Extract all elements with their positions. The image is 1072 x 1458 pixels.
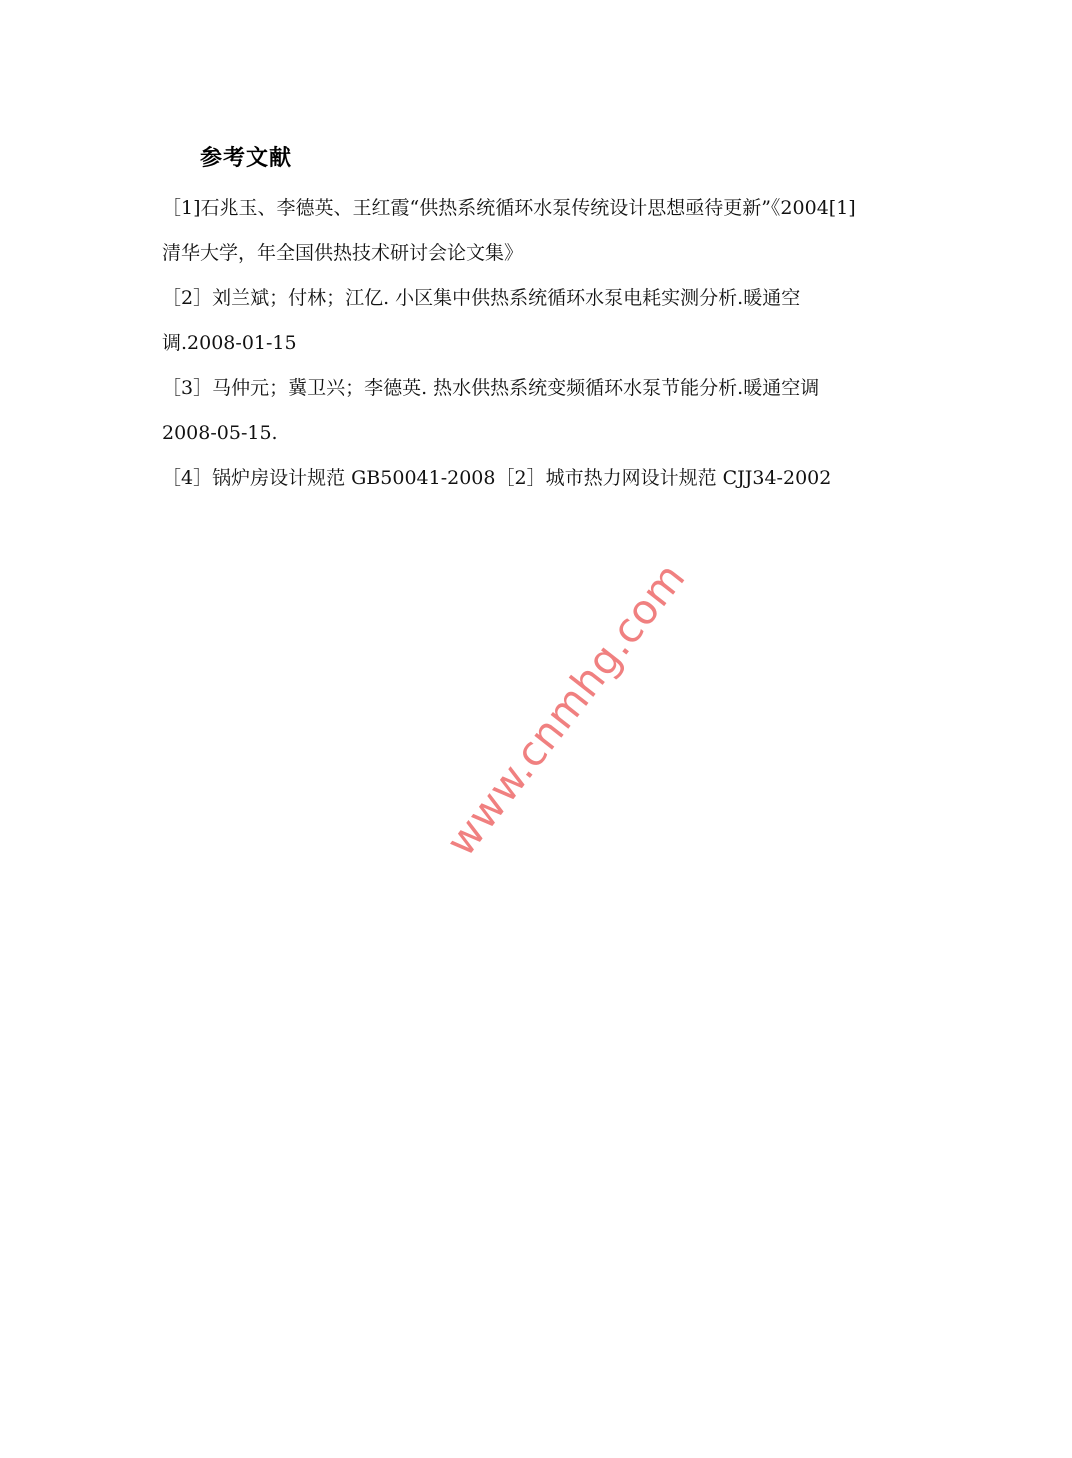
watermark: www.cnmhg.com	[436, 553, 695, 865]
reference-line: 2008-05-15.	[162, 422, 278, 444]
reference-line: ［4］锅炉房设计规范 GB50041-2008［2］城市热力网设计规范 CJJ34-2002	[162, 467, 832, 489]
reference-line: 调.2008-01-15	[162, 332, 297, 354]
reference-item	[162, 366, 922, 456]
reference-line: ［2］刘兰斌；付林；江亿. 小区集中供热系统循环水泵电耗实测分析.暖通空	[162, 287, 801, 309]
reference-item	[162, 276, 922, 366]
reference-item	[162, 456, 922, 501]
reference-line: 清华大学，年全国供热技术研讨会论文集》	[162, 242, 524, 264]
reference-item	[162, 186, 922, 276]
references-heading: 参考文献	[200, 146, 293, 171]
reference-line: ［1]石兆玉、李德英、王红霞“供热系统循环水泵传统设计思想亟待更新”《2004[1]	[162, 197, 856, 219]
reference-line: ［3］马仲元；冀卫兴；李德英. 热水供热系统变频循环水泵节能分析.暖通空调	[162, 377, 820, 399]
reference-list	[162, 186, 922, 501]
